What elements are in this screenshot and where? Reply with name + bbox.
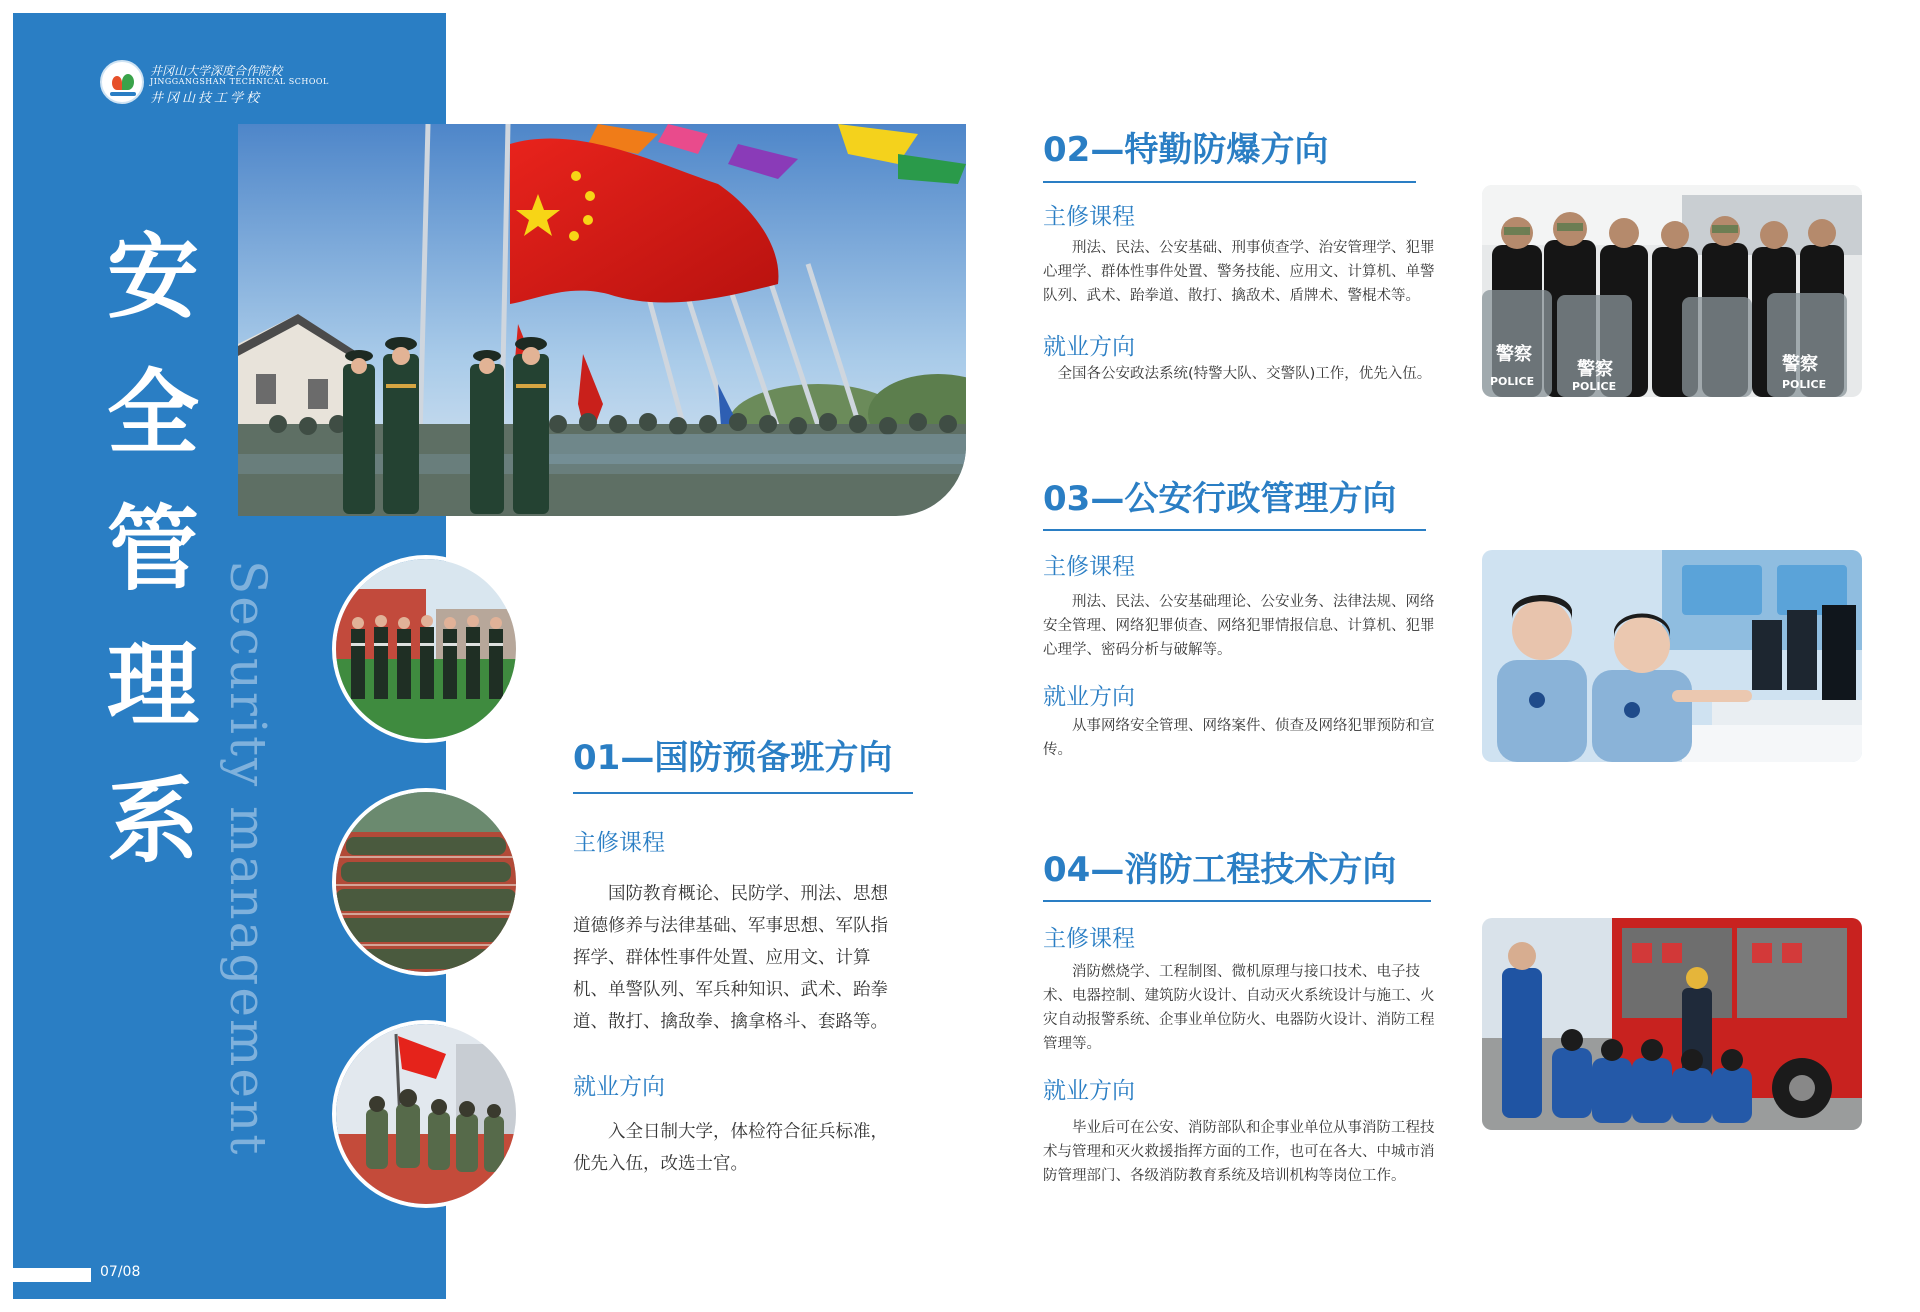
section-03-career-label: 就业方向 [1043,684,1135,710]
department-title [98,210,208,890]
section-01-title: 01—国防预备班方向 [573,738,893,778]
section-04-career-label: 就业方向 [1043,1078,1135,1104]
logo-cn-line2: 井冈山技工学校 [150,91,263,106]
section-03-title: 03—公安行政管理方向 [1043,479,1397,519]
school-emblem-icon [100,60,144,104]
section-03-career: 从事网络安全管理、网络案件、侦查及网络犯罪预防和宣传。 [1043,718,1435,758]
section-01-courses: 国防教育概论、民防学、刑法、思想道德修养与法律基础、军事思想、军队指挥学、群体性事件处置、应用文、计算机、单警队列、军兵种知识、武术、跆拳道、散打、擒敌拳、擒拿格斗、套路等。 [573,884,888,1032]
police-computer-lab-photo [1482,550,1862,762]
section-03-courses-label: 主修课程 [1043,554,1135,580]
page-number-bar [13,1268,91,1282]
section-04-rule [1043,900,1431,902]
section-02-title: 02—特勤防爆方向 [1043,130,1329,170]
section-01-career: 入全日制大学，体检符合征兵标准，优先入伍，改选士官。 [573,1122,888,1174]
section-04-courses: 消防燃烧学、工程制图、微机原理与接口技术、电子技术、电器控制、建筑防火设计、自动灭火系统设计与施工、火灾自动报警系统、企事业单位防火、电器防火设计、消防工程管理等。 [1043,964,1435,1052]
section-02-rule [1043,181,1416,183]
section-01-rule [573,792,913,794]
honor-guard-circle-photo [332,555,520,743]
department-title-char: 系 [106,768,199,875]
section-01-courses-label: 主修课程 [573,830,665,856]
page-number: 07/08 [100,1264,141,1280]
section-02-career: 全国各公安政法系统(特警大队、交警队)工作，优先入伍。 [1057,366,1432,382]
department-title-char: 理 [106,632,199,739]
shield-police-text: POLICE [1572,380,1617,393]
section-04-career: 毕业后可在公安、消防部队和企事业单位从事消防工程技术与管理和灭火救援指挥方面的工作，也可在各大、中城市消防管理部门、各级消防教育系统及培训机构等岗位工作。 [1043,1120,1435,1184]
shield-label: 警察 [1782,354,1818,375]
department-title-char: 全 [106,360,199,467]
section-04-courses-label: 主修课程 [1043,926,1135,952]
flag-raising-photo [238,124,966,516]
section-04-title: 04—消防工程技术方向 [1043,850,1397,890]
department-english-name [219,560,285,1260]
department-title-char: 安 [106,224,199,331]
section-02-courses-label: 主修课程 [1043,204,1135,230]
department-title-char: 管 [106,496,199,603]
section-03-rule [1043,529,1426,531]
shield-label: 警察 [1577,359,1613,380]
riot-police-training-photo [1482,185,1862,397]
shield-police-text: POLICE [1782,378,1827,391]
drill-formation-circle-photo [332,788,520,976]
section-03-courses: 刑法、民法、公安基础理论、公安业务、法律法规、网络安全管理、网络犯罪侦查、网络犯罪情报信息、计算机、犯罪心理学、密码分析与破解等。 [1043,594,1435,658]
department-english-text: Security management [219,560,277,1157]
school-logo [100,60,330,108]
section-02-courses: 刑法、民法、公安基础、刑事侦查学、治安管理学、犯罪心理学、群体性事件处置、警务技能、应用文、计算机、单警队列、武术、跆拳道、散打、擒敌术、盾牌术、警棍术等。 [1043,240,1435,304]
logo-cn-line1: 井冈山大学深度合作院校 [150,64,283,78]
section-02-career-label: 就业方向 [1043,334,1135,360]
shield-police-text: POLICE [1490,375,1535,388]
logo-en-line: JINGGANGSHAN TECHNICAL SCHOOL [150,77,329,86]
fire-engine-training-photo [1482,918,1862,1130]
march-with-flag-circle-photo [332,1020,520,1208]
section-01-career-label: 就业方向 [573,1074,665,1100]
shield-label: 警察 [1496,344,1532,365]
